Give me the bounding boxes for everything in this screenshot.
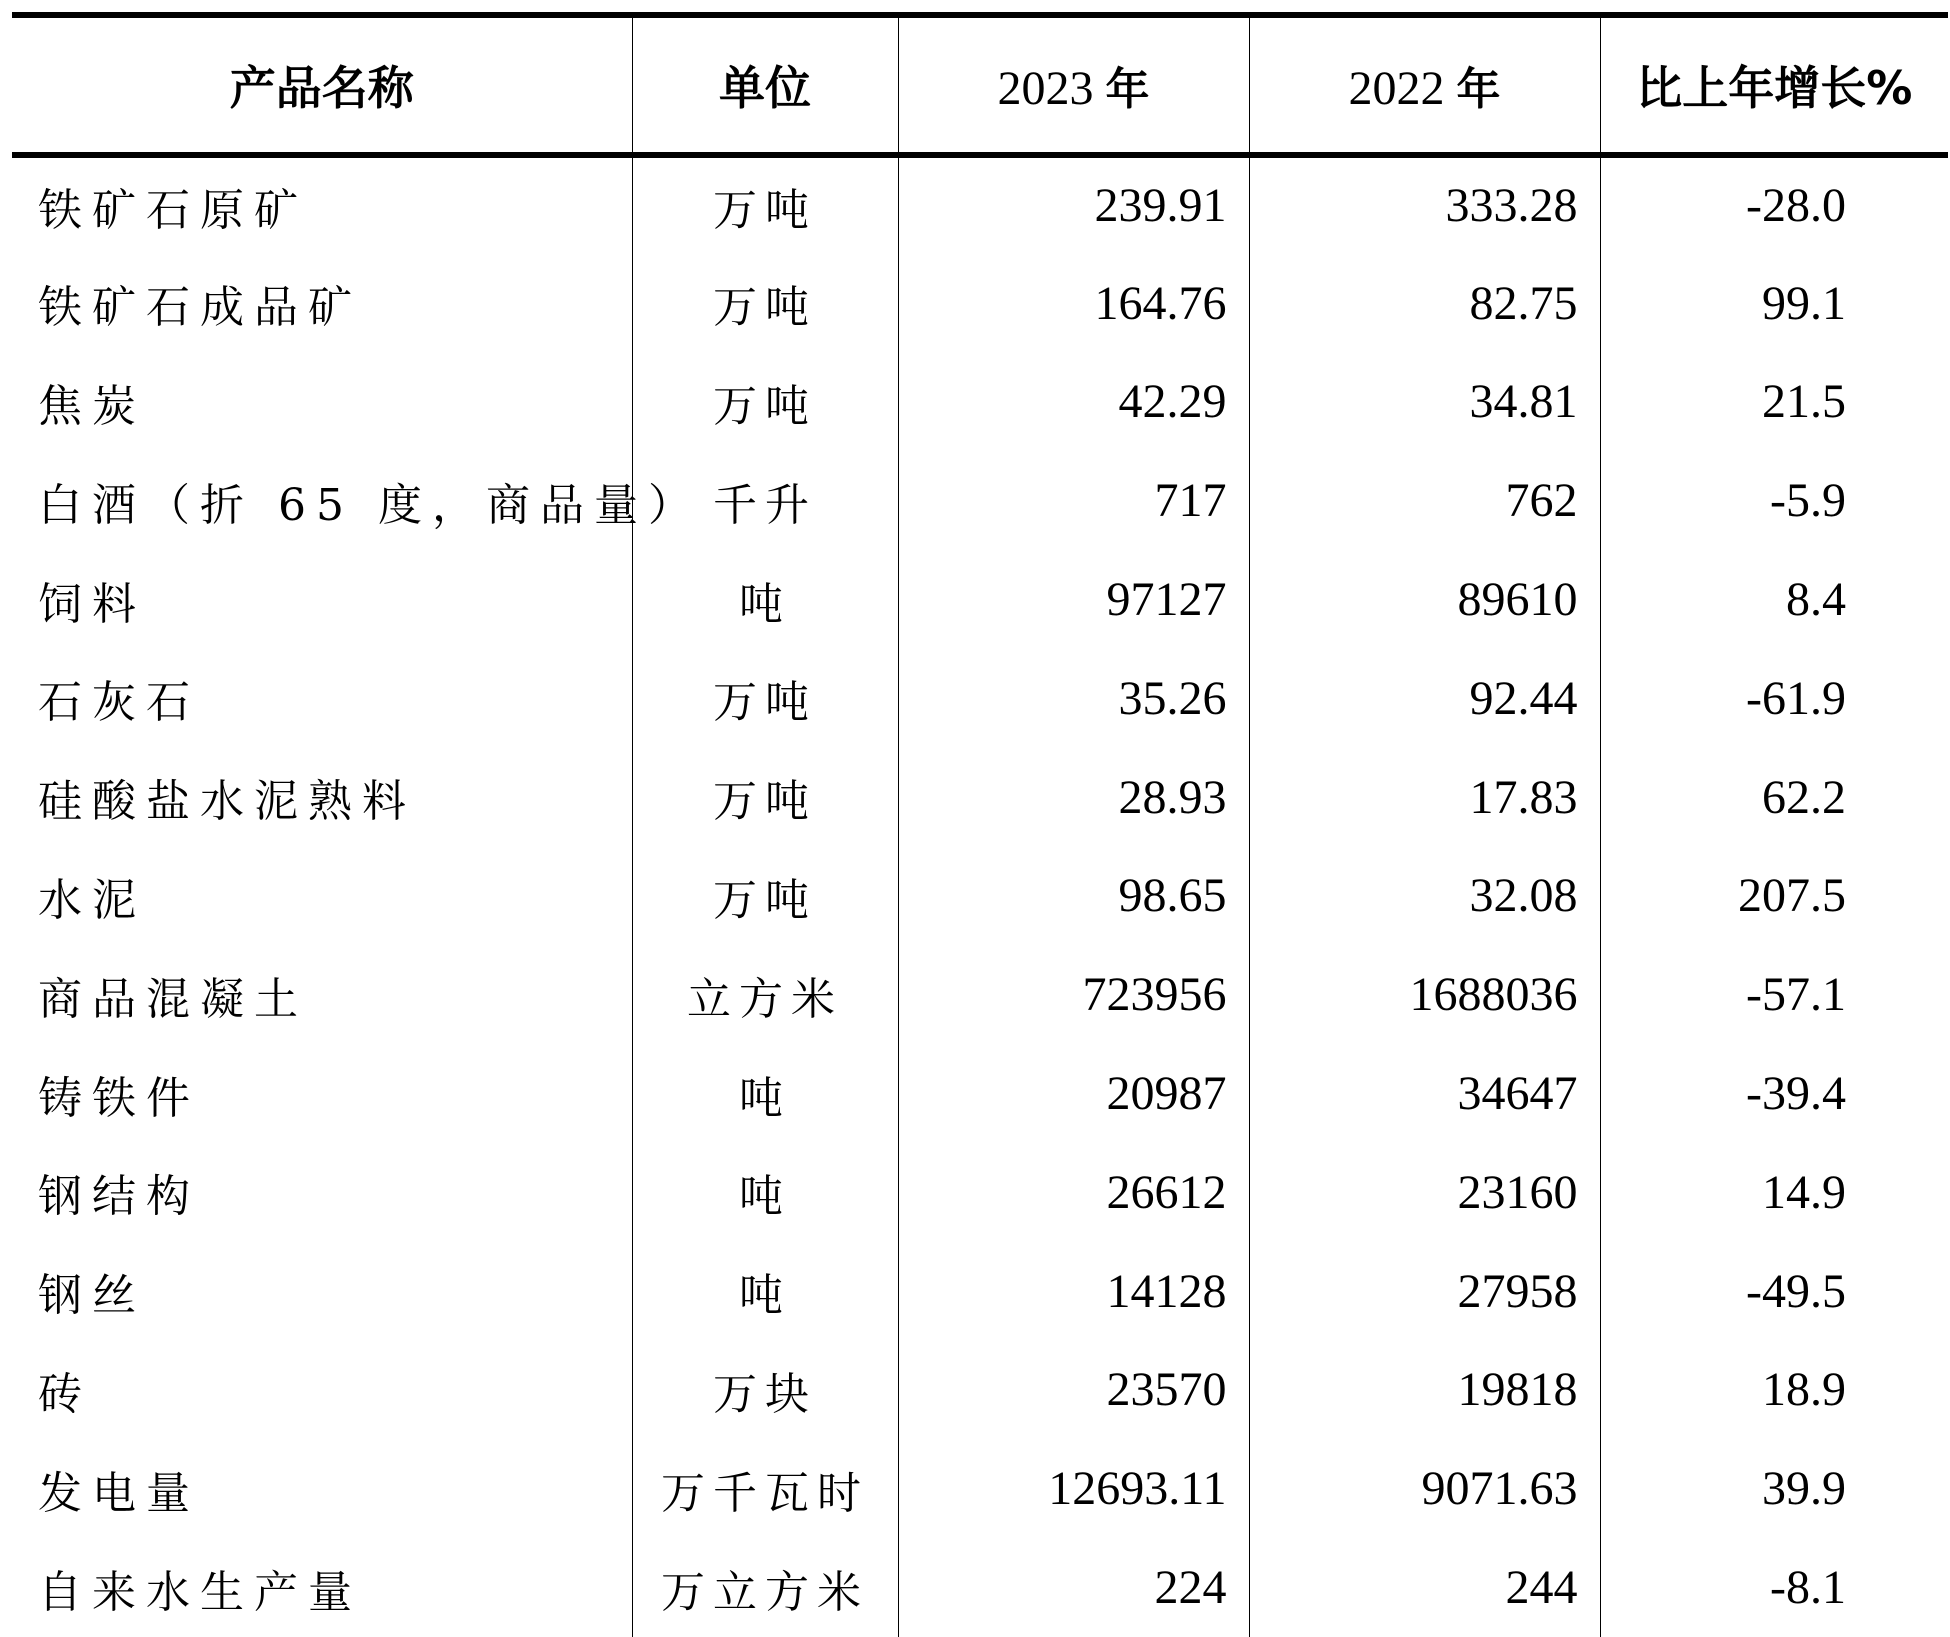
value-2023-cell: 42.29 bbox=[898, 353, 1249, 452]
value-2023-cell: 28.93 bbox=[898, 748, 1249, 847]
table-row bbox=[12, 155, 1948, 254]
growth-cell: -8.1 bbox=[1600, 1538, 1948, 1637]
header-2023 bbox=[898, 15, 1249, 155]
growth-cell: -28.0 bbox=[1600, 155, 1948, 254]
table-row bbox=[12, 649, 1948, 748]
product-name-cell: 钢丝 bbox=[38, 1270, 146, 1322]
growth-cell: -57.1 bbox=[1600, 945, 1948, 1044]
value-2022-cell: 82.75 bbox=[1249, 254, 1600, 353]
growth-cell: 14.9 bbox=[1600, 1143, 1948, 1242]
header-2023-suffix: 年 bbox=[1105, 64, 1150, 115]
value-2022-cell: 32.08 bbox=[1249, 847, 1600, 946]
table-row bbox=[12, 254, 1948, 353]
product-name-cell: 砖 bbox=[38, 1368, 92, 1420]
unit-cell: 万块 bbox=[632, 1341, 898, 1440]
product-name-cell: 铸铁件 bbox=[38, 1072, 200, 1124]
table-row bbox=[12, 1044, 1948, 1143]
table-row bbox=[12, 1538, 1948, 1637]
product-name-cell: 白酒（折 65 度，商品量） bbox=[38, 479, 702, 531]
value-2023-cell: 14128 bbox=[898, 1242, 1249, 1341]
product-output-table-container bbox=[12, 12, 1948, 1637]
unit-cell: 万吨 bbox=[632, 353, 898, 452]
unit-cell: 立方米 bbox=[632, 945, 898, 1044]
product-output-table bbox=[12, 12, 1948, 1637]
unit-cell: 吨 bbox=[632, 1143, 898, 1242]
unit-cell: 吨 bbox=[632, 1044, 898, 1143]
value-2023-cell: 12693.11 bbox=[898, 1439, 1249, 1538]
product-name-cell: 硅酸盐水泥熟料 bbox=[38, 776, 416, 828]
product-name-cell: 钢结构 bbox=[38, 1171, 200, 1223]
table-row bbox=[12, 945, 1948, 1044]
table-row bbox=[12, 451, 1948, 550]
product-name-cell: 饲料 bbox=[38, 578, 146, 630]
product-name-cell: 石灰石 bbox=[38, 677, 200, 729]
unit-cell: 吨 bbox=[632, 550, 898, 649]
table-row bbox=[12, 353, 1948, 452]
growth-cell: 207.5 bbox=[1600, 847, 1948, 946]
table-body bbox=[12, 155, 1948, 1637]
value-2022-cell: 1688036 bbox=[1249, 945, 1600, 1044]
unit-cell: 吨 bbox=[632, 1242, 898, 1341]
value-2022-cell: 762 bbox=[1249, 451, 1600, 550]
value-2022-cell: 23160 bbox=[1249, 1143, 1600, 1242]
value-2022-cell: 89610 bbox=[1249, 550, 1600, 649]
growth-cell: 39.9 bbox=[1600, 1439, 1948, 1538]
value-2023-cell: 98.65 bbox=[898, 847, 1249, 946]
header-2022-suffix: 年 bbox=[1456, 64, 1501, 115]
value-2023-cell: 723956 bbox=[898, 945, 1249, 1044]
value-2023-cell: 35.26 bbox=[898, 649, 1249, 748]
unit-cell: 万吨 bbox=[632, 254, 898, 353]
product-name-cell: 发电量 bbox=[38, 1467, 200, 1519]
table-row bbox=[12, 1242, 1948, 1341]
product-name-cell: 铁矿石原矿 bbox=[38, 184, 308, 236]
unit-cell: 万立方米 bbox=[632, 1538, 898, 1637]
value-2023-cell: 26612 bbox=[898, 1143, 1249, 1242]
header-2023-number: 2023 bbox=[997, 62, 1094, 115]
header-unit: 单位 bbox=[632, 15, 898, 155]
value-2022-cell: 244 bbox=[1249, 1538, 1600, 1637]
header-row bbox=[12, 15, 1948, 155]
table-row bbox=[12, 847, 1948, 946]
table-header bbox=[12, 15, 1948, 155]
unit-cell: 千升 bbox=[632, 451, 898, 550]
product-name-cell: 商品混凝土 bbox=[38, 973, 308, 1025]
header-2022 bbox=[1249, 15, 1600, 155]
header-2022-number: 2022 bbox=[1348, 62, 1445, 115]
growth-cell: -61.9 bbox=[1600, 649, 1948, 748]
header-growth: 比上年增长% bbox=[1600, 15, 1948, 155]
growth-cell: 18.9 bbox=[1600, 1341, 1948, 1440]
value-2023-cell: 164.76 bbox=[898, 254, 1249, 353]
value-2023-cell: 224 bbox=[898, 1538, 1249, 1637]
value-2022-cell: 17.83 bbox=[1249, 748, 1600, 847]
value-2022-cell: 19818 bbox=[1249, 1341, 1600, 1440]
value-2022-cell: 27958 bbox=[1249, 1242, 1600, 1341]
table-row bbox=[12, 1341, 1948, 1440]
unit-cell: 万吨 bbox=[632, 649, 898, 748]
value-2022-cell: 333.28 bbox=[1249, 155, 1600, 254]
growth-cell: 99.1 bbox=[1600, 254, 1948, 353]
growth-cell: -5.9 bbox=[1600, 451, 1948, 550]
value-2023-cell: 717 bbox=[898, 451, 1249, 550]
table-row bbox=[12, 550, 1948, 649]
value-2023-cell: 20987 bbox=[898, 1044, 1249, 1143]
value-2023-cell: 97127 bbox=[898, 550, 1249, 649]
value-2022-cell: 9071.63 bbox=[1249, 1439, 1600, 1538]
unit-cell: 万吨 bbox=[632, 155, 898, 254]
unit-cell: 万吨 bbox=[632, 847, 898, 946]
growth-cell: 21.5 bbox=[1600, 353, 1948, 452]
value-2022-cell: 34647 bbox=[1249, 1044, 1600, 1143]
product-name-cell: 自来水生产量 bbox=[38, 1566, 362, 1618]
growth-cell: 8.4 bbox=[1600, 550, 1948, 649]
header-product-name: 产品名称 bbox=[12, 15, 632, 155]
value-2022-cell: 92.44 bbox=[1249, 649, 1600, 748]
value-2022-cell: 34.81 bbox=[1249, 353, 1600, 452]
value-2023-cell: 239.91 bbox=[898, 155, 1249, 254]
unit-cell: 万千瓦时 bbox=[632, 1439, 898, 1538]
value-2023-cell: 23570 bbox=[898, 1341, 1249, 1440]
product-name-cell: 水泥 bbox=[38, 874, 146, 926]
product-name-cell: 铁矿石成品矿 bbox=[38, 282, 362, 334]
table-row bbox=[12, 1439, 1948, 1538]
growth-cell: 62.2 bbox=[1600, 748, 1948, 847]
growth-cell: -39.4 bbox=[1600, 1044, 1948, 1143]
table-row bbox=[12, 1143, 1948, 1242]
growth-cell: -49.5 bbox=[1600, 1242, 1948, 1341]
table-row bbox=[12, 748, 1948, 847]
unit-cell: 万吨 bbox=[632, 748, 898, 847]
product-name-cell: 焦炭 bbox=[38, 380, 146, 432]
